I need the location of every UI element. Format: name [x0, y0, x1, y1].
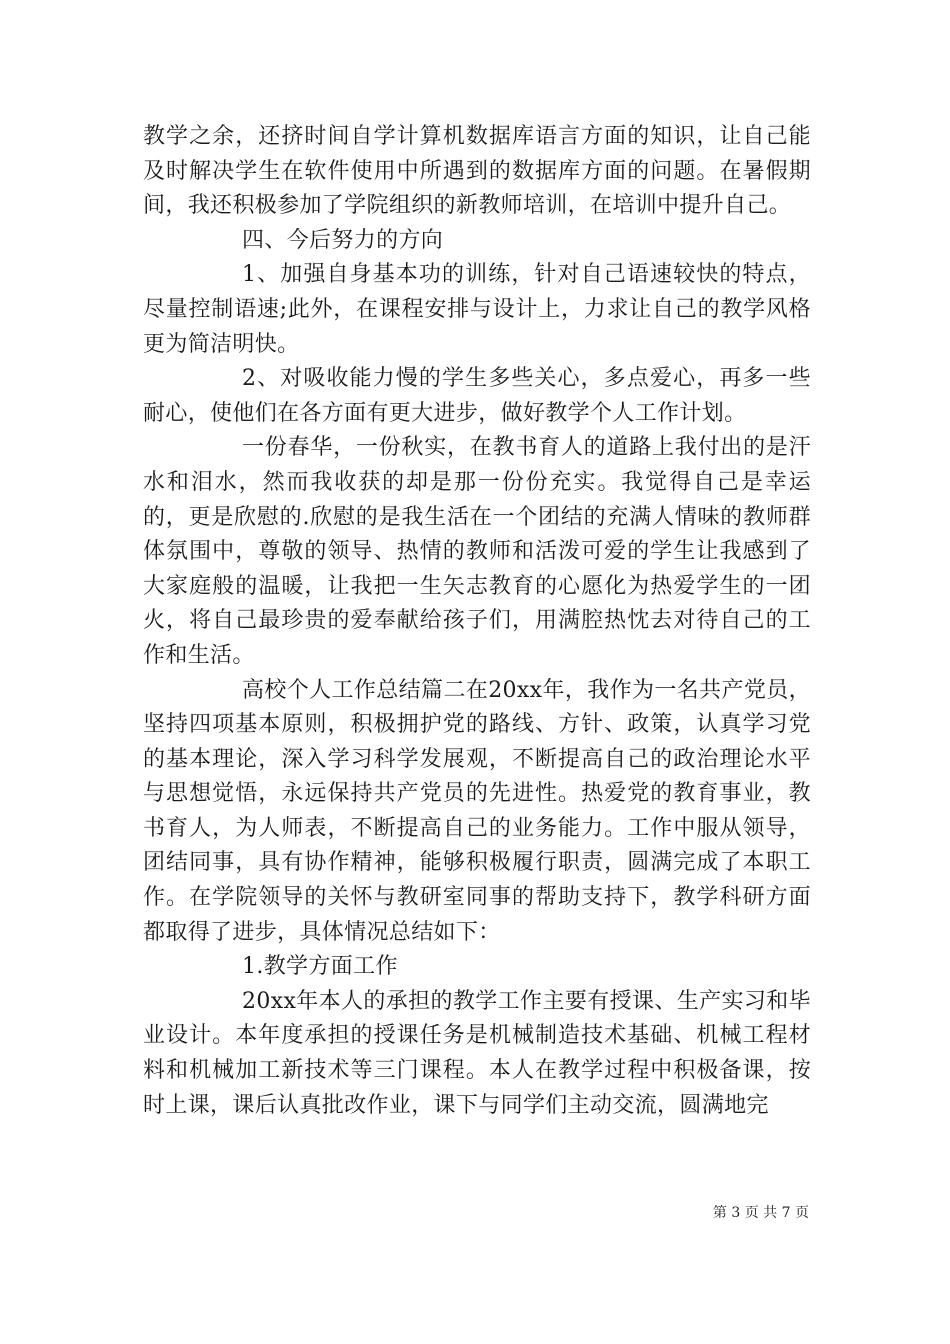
section-heading-teaching-work: 1.教学方面工作	[242, 954, 398, 980]
paragraph-item-2: 2、对吸收能力慢的学生多些关心，多点爱心，再多一些耐心，使他们在各方面有更大进步，做好教学个人工作计划。	[143, 366, 811, 426]
paragraph-summary-part-two: 高校个人工作总结篇二在20xx年，我作为一名共产党员，坚持四项基本原则，积极拥护党的路线、方针、政策，认真学习党的基本理论，深入学习科学发展观，不断提高自己的政治理论水平与思想觉悟，永远保持共产党员的先进性。热爱党的教育事业，教书育人，为人师表，不断提高自己的业务能力。工作中服从领导，团结同事，具有协作精神，能够积极履行职责，圆满完成了本职工作。在学院领导的关怀与教研室同事的帮助支持下，教学科研方面都取得了进步，具体情况总结如下：	[143, 677, 811, 945]
paragraph-item-1: 1、加强自身基本功的训练，针对自己语速较快的特点，尽量控制语速;此外，在课程安排与设计上，力求让自己的教学风格更为简洁明快。	[143, 262, 811, 357]
page-number: 第 3 页 共 7 页	[712, 1205, 809, 1221]
paragraph-teaching-work: 20xx年本人的承担的教学工作主要有授课、生产实习和毕业设计。本年度承担的授课任务是机械制造技术基础、机械工程材料和机械加工新技术等三门课程。本人在教学过程中积极备课，按时上课，课后认真批改作业，课下与同学们主动交流，圆满地完	[143, 988, 811, 1118]
paragraph-reflection: 一份春华，一份秋实，在教书育人的道路上我付出的是汗水和泪水，然而我收获的却是那一份份充实。我觉得自己是幸运的，更是欣慰的.欣慰的是我生活在一个团结的充满人情味的教师群体氛围中，尊敬的领导、热情的教师和活泼可爱的学生让我感到了大家庭般的温暖，让我把一生矢志教育的心愿化为热爱学生的一团火，将自己最珍贵的爱奉献给孩子们，用满腔热忱去对待自己的工作和生活。	[143, 435, 811, 668]
section-heading-future-direction: 四、今后努力的方向	[242, 227, 444, 253]
document-body	[143, 120, 811, 1123]
paragraph-study-database: 教学之余，还挤时间自学计算机数据库语言方面的知识，让自己能及时解决学生在软件使用中所遇到的数据库方面的问题。在暑假期间，我还积极参加了学院组织的新教师培训，在培训中提升自己。	[143, 124, 811, 219]
